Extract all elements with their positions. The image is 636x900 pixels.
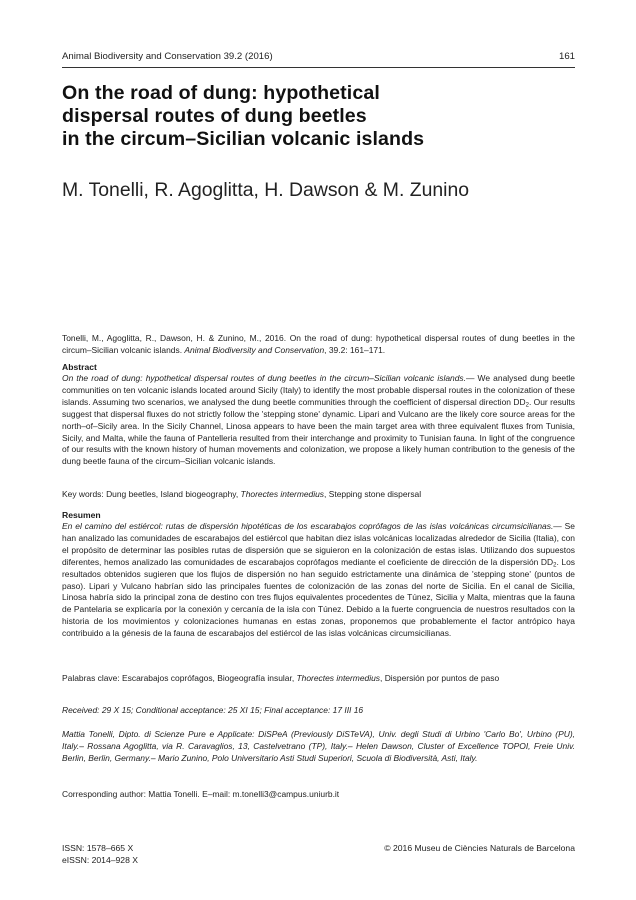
resumen-body-1: — Se han analizado las comunidades de escarabajos del estiércol que habitan diez islas volcánicas localizadas alrededor de Sicilia (Italia), con el propósito de determinar las posibles rutas de dispersión que se siguieron en la colonización de estas islas. Utilizando dos supuestos diferentes, hemos analizado las comunidades de escarabajos coprófagos mediante el coeficiente de dirección de la dispersión DD	[62, 521, 575, 567]
keywords-post: , Stepping stone dispersal	[324, 489, 422, 499]
citation	[62, 333, 575, 357]
palabras-post: , Dispersión por puntos de paso	[380, 673, 500, 683]
keywords-species: Thorectes intermedius	[240, 489, 325, 499]
title-line: dispersal routes of dung beetles	[62, 105, 367, 127]
affiliations: Mattia Tonelli, Dipto. di Scienze Pure e Applicate: DiSPeA (Previously DiSTeVA), Univ. degli Studi di Urbino 'Carlo Bo', Urbino (PU), Italy.– Rossana Agoglitta, via R. Caravaglios, 13, Castelvetrano (TP), Italy.– Helen Dawson, Cluster of Excellence TOPOI, Freie Univ. Berlin, Berlin, Germany.– Mario Zunino, Polo Universitario Asti Studi Superiori, Scuola di Biodiversità, Asti, Italy.	[62, 729, 575, 763]
resumen-heading: Resumen	[62, 510, 101, 520]
palabras-clave	[62, 673, 575, 685]
author-list: M. Tonelli, R. Agoglitta, H. Dawson & M. Zunino	[62, 179, 470, 201]
issn: ISSN: 1578–665 X	[62, 843, 134, 853]
resumen-subscript: 2	[553, 562, 557, 569]
palabras-pre: Palabras clave: Escarabajos coprófagos, Biogeografía insular,	[62, 673, 297, 683]
title-line: in the circum–Sicilian volcanic islands	[62, 128, 425, 150]
keywords-pre: Key words: Dung beetles, Island biogeography,	[62, 489, 241, 499]
abstract-text	[62, 373, 575, 468]
resumen-title: En el camino del estiércol: rutas de dispersión hipotéticas de los escarabajos coprófagos de las islas volcánicas circumsicilianas.	[62, 521, 554, 531]
resumen-text	[62, 521, 575, 640]
running-header	[62, 51, 575, 65]
keywords	[62, 489, 575, 501]
journal-name: Animal Biodiversity and Conservation 39.2 (2016)	[62, 51, 273, 62]
resumen-body-2: . Los resultados obtenidos sugieren que los flujos de dispersión no han seguido estrictamente una dinámica de 'stepping stone' (puntos de paso). Lipari y Vulcano habrían sido las principales fuentes de colonización de las zonas del norte de Sicilia. En el canal de Sicilia, Linosa habría sido la principal zona de destino con tres flujos equivalentes procedentes de Túnez, Sicilia y Malta, mientras que la fauna de Pantelaria se explicaría por la conexión y cercanía de la isla con Túnez. Debido a la fuerte congruencia de nuestros resultados con la historia de los movimientos y colonizaciones humanas en estas zonas, proponemos que probablemente el factor antrópico haya contribuido a la génesis de la fauna de escarabajos del estiércol de las islas volcánicas circumsicilianas.	[62, 556, 575, 639]
received-dates: Received: 29 X 15; Conditional acceptance: 25 XI 15; Final acceptance: 17 III 16	[62, 705, 364, 715]
issn-block	[62, 842, 138, 866]
abstract-body-1: — We analysed dung beetle communities on ten volcanic islands located around Sicily (Italy) to identify the most probable dispersal routes in the colonization of these islands. Assuming two scenarios, we analysed the dung beetle communities through the coefficient of dispersal direction DD	[62, 373, 575, 407]
eissn: eISSN: 2014–928 X	[62, 855, 138, 865]
corresponding-author: Corresponding author: Mattia Tonelli. E–mail: m.tonelli3@campus.uniurb.it	[62, 789, 340, 799]
title-line: On the road of dung: hypothetical	[62, 82, 380, 104]
article-title	[62, 82, 575, 151]
copyright: © 2016 Museu de Ciències Naturals de Barcelona	[384, 843, 575, 853]
header-rule	[62, 67, 575, 68]
citation-text: Tonelli, M., Agoglitta, R., Dawson, H. & Zunino, M., 2016. On the road of dung: hypothetical dispersal routes of dung beetles in the circum–Sicilian volcanic islands.	[62, 333, 575, 355]
page-number: 161	[558, 51, 575, 62]
citation-ref: , 39.2: 161–171.	[324, 344, 386, 355]
abstract-subscript: 2	[525, 402, 529, 409]
citation-journal: Animal Biodiversity and Conservation	[184, 344, 325, 355]
abstract-title: On the road of dung: hypothetical dispersal routes of dung beetles in the circum–Sicilian volcanic islands.	[62, 373, 466, 383]
palabras-species: Thorectes intermedius	[296, 673, 380, 683]
abstract-body-2: . Our results suggest that dispersal fluxes do not strictly follow the 'stepping stone' dynamic. Lipari and Vulcano are the likely core source areas for the north–of–Sicily area. In the Sicily Channel, Linosa appears to have been the main target area with three equivalent fluxes from Tunisia, Sicily, and Malta, while the fauna of Pantelleria resulted from their interchange and proximity to Tunisian fauna. In light of the congruence of our results with the known history of human movements and colonization, we propose a likely human contribution to the genesis of the dung beetle fauna of the circum–Sicilian volcanic islands.	[62, 396, 575, 467]
abstract-heading: Abstract	[62, 362, 97, 372]
